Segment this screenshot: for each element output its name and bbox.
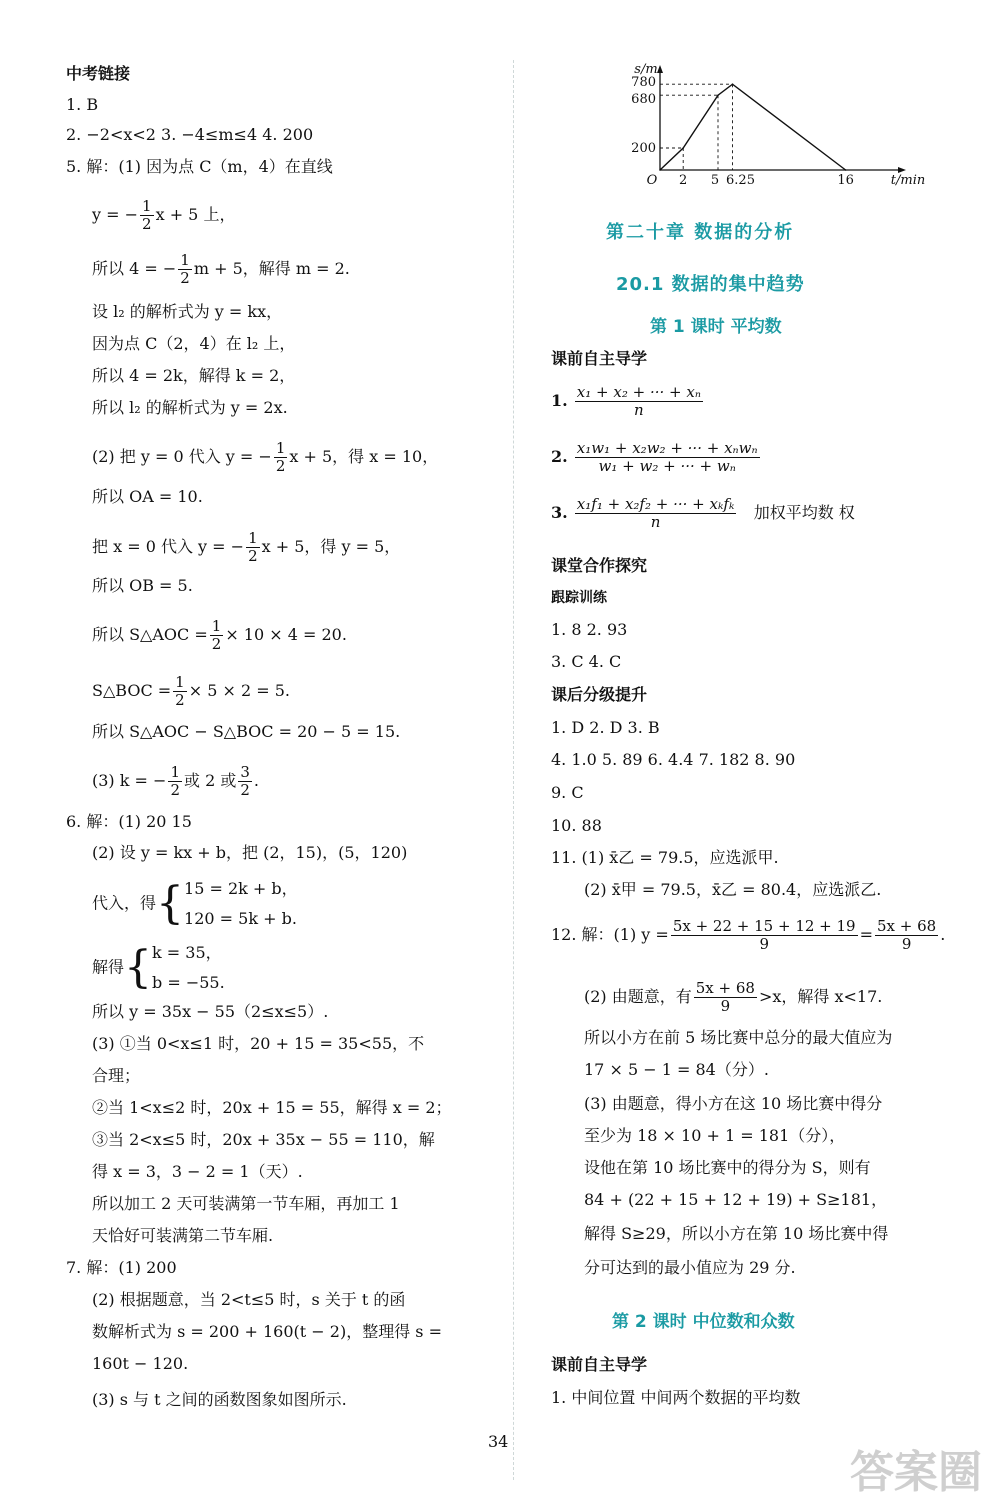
answer-line: 所以 OA = 10.: [92, 487, 203, 506]
fraction: $\frac{5x + 22 + 15 + 12 + 19}{9}$: [672, 917, 856, 953]
x-axis-label: t/min: [890, 173, 926, 188]
fraction: $\frac{1}{2}$: [170, 763, 180, 799]
heading-zhongkao: 中考链接: [66, 64, 131, 83]
formula-line: 3. $\frac{\text{x₁f₁ + x₂f₂ + ··· + xₖfₖ}}{n}$ 加权平均数 权: [551, 495, 855, 531]
x-tick-label: 16: [837, 173, 854, 188]
watermark-logo: 答案圈: [850, 1447, 982, 1498]
answer-line: 11. (1) x̄乙 = 79.5，应选派甲.: [551, 848, 779, 867]
fraction: $\frac{5x + 68}{9}$: [695, 979, 755, 1015]
fraction: $\frac{\text{x₁w₁ + x₂w₂ + ··· + xₙwₙ}}{\text{w₁ + w₂ + ··· + wₙ}}$: [576, 439, 758, 475]
series-line: [660, 84, 846, 170]
answer-line: 所以加工 2 天可装满第一节车厢，再加工 1: [92, 1194, 400, 1213]
y-tick-label: 200: [631, 141, 656, 156]
page-number: 34: [488, 1432, 509, 1451]
fraction: $\frac{1}{2}$: [142, 197, 152, 233]
x-tick-label: 6.25: [726, 173, 755, 188]
answer-line: 1. 8 2. 93: [551, 620, 628, 639]
equation-system: 解得{ k = 35， b = −55.: [92, 942, 225, 993]
equation-line: 所以 S△AOC = $\frac{1}{2}$ × 10 × 4 = 20.: [92, 617, 347, 653]
answer-line: (3) 由题意，得小方在这 10 场比赛中得分: [584, 1094, 883, 1113]
answer-line: 所以小方在前 5 场比赛中总分的最大值应为: [584, 1028, 893, 1047]
lesson-title: 第 1 课时 平均数: [650, 317, 782, 337]
equation-line: 12. 解：(1) y = $\frac{5x + 22 + 15 + 12 + 19}{9}$ = $\frac{5x + 68}{9}$ .: [551, 917, 946, 953]
answer-line: 合理；: [92, 1066, 141, 1085]
equation-line: 把 x = 0 代入 y = − $\frac{1}{2}$ x + 5，得 y = 5，: [92, 529, 401, 565]
answer-line: 因为点 C（2，4）在 l₂ 上，: [92, 334, 296, 353]
lesson-title: 第 2 课时 中位数和众数: [612, 1312, 795, 1332]
answer-line: (3) ①当 0<x≤1 时，20 + 15 = 35<55，不: [92, 1034, 425, 1053]
formula-line: 2. $\frac{\text{x₁w₁ + x₂w₂ + ··· + xₙwₙ}}{\text{w₁ + w₂ + ··· + wₙ}}$: [551, 439, 758, 475]
answer-line: 得 x = 3，3 − 2 = 1（天）.: [92, 1162, 303, 1181]
origin-label: O: [646, 173, 658, 188]
answer-line: 所以 l₂ 的解析式为 y = 2x.: [92, 398, 288, 417]
equation-line: (2) 由题意，有 $\frac{5x + 68}{9}$ >x，解得 x<17.: [584, 979, 883, 1015]
answer-line: 3. C 4. C: [551, 652, 622, 671]
answer-line: 所以 4 = 2k，解得 k = 2，: [92, 366, 296, 385]
answer-line: 1. D 2. D 3. B: [551, 718, 660, 737]
answer-line: 9. C: [551, 783, 584, 802]
equation-system: 代入，得{ 15 = 2k + b， 120 = 5k + b.: [92, 878, 298, 929]
distance-time-chart: [610, 50, 926, 200]
answer-line: 分可达到的最小值应为 29 分.: [584, 1258, 796, 1277]
data-point: [732, 83, 734, 85]
answer-line: 所以 S△AOC − S△BOC = 20 − 5 = 15.: [92, 722, 401, 741]
x-tick-label: 2: [679, 173, 688, 188]
answer-line: ②当 1<x≤2 时，20x + 15 = 55，解得 x = 2；: [92, 1098, 452, 1117]
subheading: 跟踪训练: [551, 590, 607, 606]
answer-line: 7. 解：(1) 200: [66, 1258, 177, 1277]
y-axis-label: s/m: [634, 62, 658, 77]
answer-line: 1. B: [66, 95, 99, 114]
data-point: [659, 169, 661, 171]
fraction: $\frac{1}{2}$: [211, 617, 222, 653]
answer-line: 84 + (22 + 15 + 12 + 19) + S≥181，: [584, 1190, 888, 1209]
answer-line: 17 × 5 − 1 = 84（分）.: [584, 1060, 769, 1079]
formula-line: 1. $\frac{\text{x₁ + x₂ + ··· + xₙ}}{n}$: [551, 383, 701, 419]
answer-line: 设 l₂ 的解析式为 y = kx，: [92, 302, 283, 321]
data-point: [845, 169, 847, 171]
answer-line: (2) x̄甲 = 79.5，x̄乙 = 80.4，应选派乙.: [584, 880, 882, 899]
fraction: $\frac{1}{2}$: [175, 673, 185, 709]
answer-line: 5. 解：(1) 因为点 C（m，4）在直线: [66, 157, 333, 176]
answer-line: 至少为 18 × 10 + 1 = 181（分），: [584, 1126, 846, 1145]
fraction: $\frac{1}{2}$: [180, 251, 190, 287]
column-divider: [513, 60, 514, 1480]
fraction: $\frac{3}{2}$: [240, 763, 250, 799]
y-axis-arrow: [657, 65, 663, 73]
answer-line: 所以 OB = 5.: [92, 576, 193, 595]
subheading: 课堂合作探究: [551, 556, 648, 575]
y-tick-label: 780: [631, 75, 656, 91]
fraction: $\frac{5x + 68}{9}$: [877, 917, 937, 953]
y-tick-label: 680: [631, 92, 656, 108]
equation-line: y = − $\frac{1}{2}$ x + 5 上，: [92, 197, 236, 233]
answer-line: 数解析式为 s = 200 + 160(t − 2)，整理得 s =: [92, 1322, 442, 1341]
fraction: $\frac{\text{x₁ + x₂ + ··· + xₙ}}{n}$: [576, 383, 701, 419]
subheading: 课前自主导学: [551, 349, 648, 368]
answer-line: 所以 y = 35x − 55（2≤x≤5）.: [92, 1002, 329, 1021]
answer-line: 10. 88: [551, 816, 602, 835]
fraction: $\frac{1}{2}$: [248, 529, 258, 565]
answer-line: ③当 2<x≤5 时，20x + 35x − 55 = 110，解: [92, 1130, 435, 1149]
equation-line: (2) 把 y = 0 代入 y = − $\frac{1}{2}$ x + 5，得 x = 10，: [92, 439, 439, 475]
answer-line: (2) 设 y = kx + b，把 (2，15)，(5，120): [92, 843, 408, 862]
fraction: $\frac{\text{x₁f₁ + x₂f₂ + ··· + xₖfₖ}}{n}$: [576, 495, 735, 531]
fraction: $\frac{1}{2}$: [275, 439, 286, 475]
answer-line: 160t − 120.: [92, 1354, 189, 1373]
answer-line: 1. 中间位置 中间两个数据的平均数: [551, 1388, 801, 1407]
chapter-title: 第二十章 数据的分析: [606, 222, 795, 243]
equation-line: 所以 4 = − $\frac{1}{2}$ m + 5，解得 m = 2.: [92, 251, 350, 287]
section-title: 20.1 数据的集中趋势: [616, 274, 805, 295]
answer-line: (2) 根据题意，当 2<t≤5 时，s 关于 t 的函: [92, 1290, 406, 1309]
data-point: [717, 94, 719, 96]
data-point: [682, 147, 684, 149]
subheading: 课后分级提升: [551, 685, 648, 704]
equation-line: (3) k = − $\frac{1}{2}$ 或 2 或 $\frac{3}{2}$ .: [92, 763, 259, 799]
answer-line: 解得 S≥29，所以小方在第 10 场比赛中得: [584, 1224, 889, 1243]
answer-line: (3) s 与 t 之间的函数图象如图所示.: [92, 1390, 347, 1409]
x-tick-label: 5: [710, 173, 720, 188]
answer-line: 天恰好可装满第二节车厢.: [92, 1226, 274, 1245]
subheading: 课前自主导学: [551, 1355, 648, 1374]
answer-line: 2. −2<x<2 3. −4≤m≤4 4. 200: [66, 125, 314, 144]
equation-line: S△BOC = $\frac{1}{2}$ × 5 × 2 = 5.: [92, 673, 290, 709]
answer-line: 4. 1.0 5. 89 6. 4.4 7. 182 8. 90: [551, 750, 796, 769]
answer-line: 6. 解：(1) 20 15: [66, 812, 192, 831]
answer-line: 设他在第 10 场比赛中的得分为 S，则有: [584, 1158, 871, 1177]
